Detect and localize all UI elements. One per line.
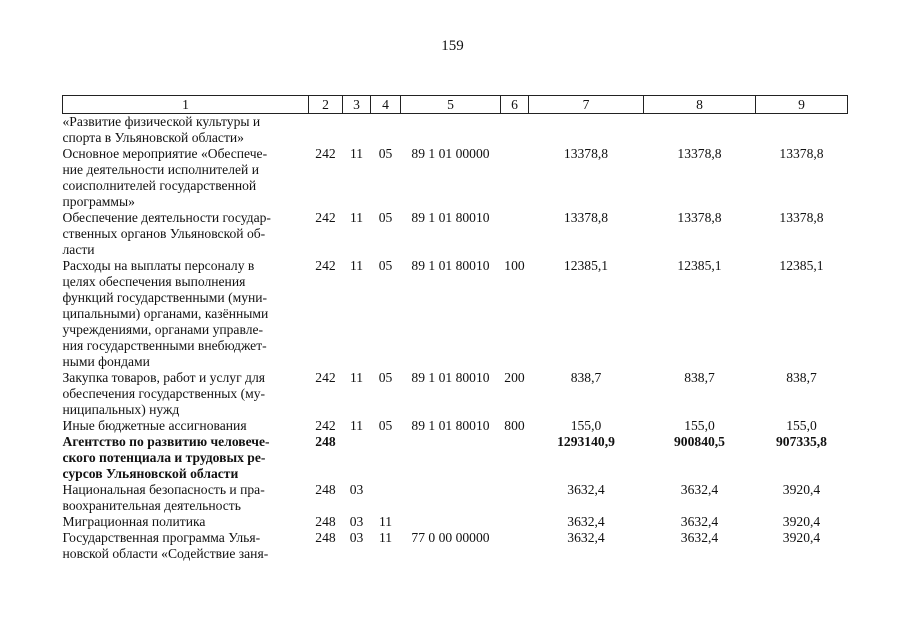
cell-col-7: 3632,4 [567,482,605,497]
column-header-9: 9 [756,96,848,114]
table-body [63,114,848,563]
cell-col-3: 11 [349,370,364,385]
row-name-line: Агентство по развитию человече- [62,434,270,449]
row-name-line: Государственная программа Улья- [62,530,261,545]
cell-col-8: 3632,4 [680,482,719,497]
column-header-5: 5 [401,96,501,114]
cell-col-8: 3632,4 [680,530,719,545]
row-name-line: ственных органов Ульяновской об- [62,226,266,241]
row-name-line: ния государственными внебюджет- [62,338,267,353]
cell-col-6 [501,530,529,562]
cell-col-3: 11 [349,258,364,273]
row-name-line: Закупка товаров, работ и услуг для [62,370,266,385]
cell-col-9: 12385,1 [779,258,824,273]
cell-col-6 [501,434,529,482]
cell-col-5: 89 1 01 80010 [411,258,490,273]
row-name-line: спорта в Ульяновской области» [62,130,244,145]
table-row [63,434,848,482]
cell-col-9: 907335,8 [776,434,827,449]
cell-col-3: 03 [349,514,364,529]
cell-col-7: 838,7 [570,370,602,385]
page-number: 159 [441,38,464,54]
row-name-line: ными фондами [62,354,150,369]
table-row [63,514,848,530]
cell-col-7: 1293140,9 [557,434,615,449]
cell-col-6 [501,210,529,258]
column-header-7: 7 [529,96,644,114]
cell-col-2: 248 [315,434,336,449]
cell-col-3: 03 [349,530,364,545]
row-name [63,114,309,147]
cell-col-8: 3632,4 [680,514,719,529]
cell-col-8: 155,0 [684,418,715,433]
cell-col-8: 838,7 [684,370,715,385]
cell-col-4: 05 [378,370,393,385]
row-name-line: «Развитие физической культуры и [62,114,261,129]
cell-col-7: 13378,8 [563,210,609,225]
cell-col-4: 11 [378,514,393,529]
cell-col-4 [371,482,401,514]
row-name-line: Обеспечение деятельности государ- [62,210,271,225]
row-name-line: Миграционная политика [62,514,206,529]
row-name-line: соисполнителей государственной [62,178,257,193]
cell-col-7: 3632,4 [567,514,605,529]
cell-col-3 [343,114,371,147]
cell-col-9: 155,0 [786,418,817,433]
cell-col-9: 13378,8 [779,146,824,161]
column-header-2: 2 [309,96,343,114]
row-name-line: ского потенциала и трудовых ре- [62,450,266,465]
cell-col-3: 11 [349,418,364,433]
row-name-line: воохранительная деятельность [62,498,241,513]
row-name-line: ласти [62,242,95,257]
row-name-line: новской области «Содействие заня- [62,546,269,561]
cell-col-4: 05 [378,418,393,433]
column-header-1: 1 [63,96,309,114]
cell-col-5 [401,514,501,530]
table-row [63,258,848,370]
cell-col-3: 03 [349,482,364,497]
table-row [63,146,848,210]
cell-col-9: 838,7 [786,370,817,385]
cell-col-5 [401,482,501,514]
column-header-4: 4 [371,96,401,114]
cell-col-5: 89 1 01 80010 [411,370,490,385]
row-name [63,418,309,434]
cell-col-4: 05 [378,258,393,273]
cell-col-5 [401,434,501,482]
cell-col-8: 900840,5 [674,434,725,449]
cell-col-5: 89 1 01 80010 [411,418,490,433]
cell-col-3 [343,434,371,482]
cell-col-6 [501,146,529,210]
cell-col-9: 3920,4 [782,530,821,545]
column-header-8: 8 [644,96,756,114]
cell-col-2: 242 [315,146,336,161]
row-name [63,482,309,514]
cell-col-7: 13378,8 [563,146,609,161]
row-name-line: Иные бюджетные ассигнования [62,418,247,433]
cell-col-8 [644,114,756,147]
cell-col-7: 12385,1 [563,258,609,273]
table-row [63,418,848,434]
cell-col-4: 05 [378,210,393,225]
row-name-line: ниципальных) нужд [62,402,180,417]
row-name-line: Расходы на выплаты персоналу в [62,258,255,273]
row-name [63,370,309,418]
row-name [63,210,309,258]
cell-col-5: 77 0 00 00000 [411,530,490,545]
row-name-line: ципальными) органами, казёнными [62,306,269,321]
cell-col-9 [756,114,848,147]
row-name-line: ние деятельности исполнителей и [62,162,259,177]
table-row [63,210,848,258]
column-header-6: 6 [501,96,529,114]
cell-col-9: 3920,4 [782,514,821,529]
cell-col-4: 05 [378,146,393,161]
row-name-line: программы» [62,194,135,209]
row-name [63,258,309,370]
cell-col-3: 11 [349,146,364,161]
cell-col-4 [371,114,401,147]
budget-table [62,95,848,562]
cell-col-2 [309,114,343,147]
cell-col-5 [401,114,501,147]
column-header-row [63,96,848,114]
cell-col-2: 248 [315,514,336,529]
row-name-line: обеспечения государственных (му- [62,386,266,401]
table-row [63,370,848,418]
row-name-line: Национальная безопасность и пра- [62,482,265,497]
cell-col-9: 3920,4 [782,482,821,497]
cell-col-6: 100 [504,258,525,273]
cell-col-6 [501,514,529,530]
cell-col-5: 89 1 01 80010 [411,210,490,225]
row-name [63,530,309,562]
cell-col-2: 242 [315,418,336,433]
table-row [63,114,848,147]
cell-col-7: 3632,4 [567,530,605,545]
cell-col-8: 12385,1 [677,258,722,273]
cell-col-6: 200 [504,370,525,385]
cell-col-2: 242 [315,370,336,385]
cell-col-8: 13378,8 [677,146,722,161]
cell-col-4: 11 [378,530,393,545]
cell-col-3: 11 [349,210,364,225]
column-header-3: 3 [343,96,371,114]
table-row [63,482,848,514]
row-name [63,514,309,530]
cell-col-2: 242 [315,258,336,273]
cell-col-8: 13378,8 [677,210,722,225]
cell-col-5: 89 1 01 00000 [411,146,490,161]
cell-col-6: 800 [504,418,525,433]
cell-col-6 [501,482,529,514]
cell-col-7: 155,0 [570,418,602,433]
row-name [63,146,309,210]
row-name-line: целях обеспечения выполнения [62,274,246,289]
row-name [63,434,309,482]
cell-col-2: 248 [315,482,336,497]
cell-col-2: 248 [315,530,336,545]
cell-col-9: 13378,8 [779,210,824,225]
cell-col-6 [501,114,529,147]
cell-col-7 [529,114,644,147]
row-name-line: функций государственными (муни- [62,290,268,305]
row-name-line: учреждениями, органами управле- [62,322,264,337]
cell-col-2: 242 [315,210,336,225]
cell-col-4 [371,434,401,482]
row-name-line: Основное мероприятие «Обеспече- [62,146,268,161]
table-row [63,530,848,562]
row-name-line: сурсов Ульяновской области [62,466,239,481]
